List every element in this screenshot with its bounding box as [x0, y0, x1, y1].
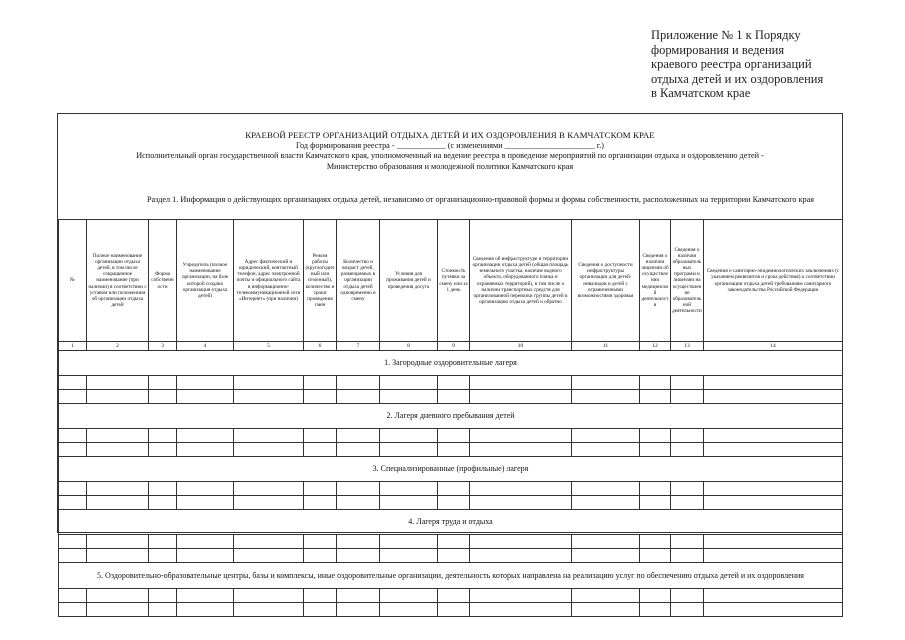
- table-cell[interactable]: [177, 589, 234, 603]
- table-cell[interactable]: [470, 443, 572, 457]
- table-cell[interactable]: [177, 429, 234, 443]
- table-cell[interactable]: [234, 390, 304, 404]
- table-cell[interactable]: [438, 390, 470, 404]
- column-number: 7: [337, 342, 380, 351]
- table-cell[interactable]: [572, 390, 640, 404]
- table-cell[interactable]: [671, 549, 704, 563]
- table-cell[interactable]: [380, 376, 438, 390]
- table-cell[interactable]: [234, 496, 304, 510]
- table-cell[interactable]: [438, 429, 470, 443]
- table-cell[interactable]: [438, 376, 470, 390]
- registry-table: [58, 219, 843, 617]
- table-cell[interactable]: [640, 443, 671, 457]
- table-cell[interactable]: [177, 535, 234, 549]
- table-cell[interactable]: [149, 549, 177, 563]
- table-row: [59, 429, 843, 443]
- table-cell[interactable]: [234, 535, 304, 549]
- table-cell[interactable]: [59, 482, 87, 496]
- authority-line: Исполнительный орган государственной власти Камчатского края, уполномоченный на ведение реестра в проведение мероприятий по организации отдыха и оздоровлению детей -: [136, 151, 764, 160]
- table-cell[interactable]: [304, 535, 337, 549]
- column-header: Сведения об инфраструктуре и территории организации отдыха детей (общая площадь земельного участка, наличие водного объекта, оборудованного пляжа и охраняемых территорий), в том числе о наличии транспортных средств для организованной перевозки группы детей в организацию отдыха детей и обратно: [470, 220, 572, 342]
- table-cell[interactable]: [380, 549, 438, 563]
- table-cell[interactable]: [304, 390, 337, 404]
- table-cell[interactable]: [177, 603, 234, 617]
- table-cell[interactable]: [149, 482, 177, 496]
- table-cell[interactable]: [337, 443, 380, 457]
- category-row: [59, 563, 843, 589]
- table-cell[interactable]: [87, 496, 149, 510]
- table-cell[interactable]: [380, 496, 438, 510]
- table-cell[interactable]: [438, 549, 470, 563]
- column-header: №: [59, 220, 87, 342]
- appendix-line: краевого реестра организаций: [651, 57, 812, 71]
- table-cell[interactable]: [470, 482, 572, 496]
- table-cell[interactable]: [87, 443, 149, 457]
- column-header: Форма собственности: [149, 220, 177, 342]
- table-cell[interactable]: [671, 535, 704, 549]
- table-cell[interactable]: [337, 390, 380, 404]
- ministry-line: Министерство образования и молодежной политики Камчатского края: [326, 161, 574, 171]
- table-cell[interactable]: [640, 376, 671, 390]
- table-cell[interactable]: [671, 482, 704, 496]
- appendix-line: Приложение № 1 к Порядку: [651, 28, 801, 42]
- table-cell[interactable]: [337, 482, 380, 496]
- table-cell[interactable]: [87, 589, 149, 603]
- table-cell[interactable]: [149, 535, 177, 549]
- column-number: 9: [438, 342, 470, 351]
- category-title: 5. Оздоровительно-образовательные центры, базы и комплексы, иные оздоровительные организации, деятельность которых направлена на реализацию услуг по обеспечению отдыха детей и их оздоровления: [59, 563, 843, 589]
- column-header: Полное наименование организации отдыха детей, в том числе сокращенное наименование (при наличии) в соответствии с уставом или положением об организации отдыха детей: [87, 220, 149, 342]
- column-number: 1: [59, 342, 87, 351]
- table-cell[interactable]: [640, 535, 671, 549]
- table-cell[interactable]: [671, 496, 704, 510]
- table-cell[interactable]: [704, 603, 843, 617]
- table-cell[interactable]: [470, 429, 572, 443]
- table-cell[interactable]: [380, 390, 438, 404]
- table-cell[interactable]: [337, 429, 380, 443]
- table-cell[interactable]: [149, 603, 177, 617]
- table-cell[interactable]: [177, 549, 234, 563]
- column-header: Режим работы (круглогодичный или сезонный), количество и сроки проведения смен: [304, 220, 337, 342]
- table-cell[interactable]: [572, 589, 640, 603]
- column-header-row: [59, 220, 843, 342]
- column-number: 10: [470, 342, 572, 351]
- table-cell[interactable]: [704, 429, 843, 443]
- table-cell[interactable]: [59, 535, 87, 549]
- table-cell[interactable]: [380, 535, 438, 549]
- column-number: 8: [380, 342, 438, 351]
- table-cell[interactable]: [470, 376, 572, 390]
- table-cell[interactable]: [59, 589, 87, 603]
- column-header: Учредитель (полное наименование организации, на базе которой создана организация отдыха детей): [177, 220, 234, 342]
- registry-frame: [57, 113, 843, 580]
- table-cell[interactable]: [640, 482, 671, 496]
- table-cell[interactable]: [337, 535, 380, 549]
- table-cell[interactable]: [470, 535, 572, 549]
- table-cell[interactable]: [671, 429, 704, 443]
- column-header: Условия для проживания детей и проведения досуга: [380, 220, 438, 342]
- table-cell[interactable]: [640, 390, 671, 404]
- table-row: [59, 482, 843, 496]
- table-cell[interactable]: [87, 603, 149, 617]
- table-cell[interactable]: [380, 429, 438, 443]
- table-cell[interactable]: [572, 376, 640, 390]
- table-cell[interactable]: [304, 443, 337, 457]
- table-cell[interactable]: [304, 496, 337, 510]
- column-header: Сведения о наличии образовательных программ и лицензии на осуществление образовательной деятельности: [671, 220, 704, 342]
- table-cell[interactable]: [470, 390, 572, 404]
- table-cell[interactable]: [640, 589, 671, 603]
- table-cell[interactable]: [149, 390, 177, 404]
- column-number: 6: [304, 342, 337, 351]
- table-cell[interactable]: [572, 443, 640, 457]
- table-cell[interactable]: [572, 496, 640, 510]
- table-row: [59, 443, 843, 457]
- category-title: 1. Загородные оздоровительные лагеря: [59, 351, 843, 376]
- table-cell[interactable]: [380, 482, 438, 496]
- table-cell[interactable]: [149, 443, 177, 457]
- table-cell[interactable]: [87, 390, 149, 404]
- column-header: Сведения о наличии лицензии об осуществлении медицинской деятельности: [640, 220, 671, 342]
- table-cell[interactable]: [470, 496, 572, 510]
- table-cell[interactable]: [59, 429, 87, 443]
- table-cell[interactable]: [470, 603, 572, 617]
- table-cell[interactable]: [59, 390, 87, 404]
- table-cell[interactable]: [640, 496, 671, 510]
- table-row: [59, 496, 843, 510]
- table-cell[interactable]: [704, 589, 843, 603]
- table-cell[interactable]: [59, 549, 87, 563]
- table-cell[interactable]: [572, 535, 640, 549]
- table-cell[interactable]: [59, 496, 87, 510]
- table-cell[interactable]: [234, 589, 304, 603]
- column-number-row: [59, 342, 843, 351]
- table-cell[interactable]: [704, 482, 843, 496]
- table-cell[interactable]: [234, 429, 304, 443]
- table-cell[interactable]: [304, 482, 337, 496]
- registry-header: [58, 130, 842, 172]
- table-cell[interactable]: [671, 390, 704, 404]
- table-cell[interactable]: [177, 496, 234, 510]
- table-cell[interactable]: [87, 482, 149, 496]
- table-cell[interactable]: [671, 443, 704, 457]
- table-cell[interactable]: [337, 549, 380, 563]
- table-cell[interactable]: [704, 496, 843, 510]
- table-cell[interactable]: [87, 429, 149, 443]
- table-cell[interactable]: [234, 603, 304, 617]
- appendix-line: формирования и ведения: [651, 42, 785, 57]
- category-title: 3. Специализированные (профильные) лагеря: [59, 457, 843, 482]
- table-cell[interactable]: [149, 496, 177, 510]
- section-1-heading: Раздел 1. Информация о действующих организациях отдыха детей, независимо от организационно-правовой формы и формы собственности, расположенных на территории Камчатского края: [146, 195, 815, 204]
- table-cell[interactable]: [671, 603, 704, 617]
- table-cell[interactable]: [59, 443, 87, 457]
- table-row: [59, 549, 843, 563]
- table-cell[interactable]: [304, 429, 337, 443]
- table-cell[interactable]: [149, 589, 177, 603]
- appendix-note: [651, 28, 891, 101]
- table-row: [59, 376, 843, 390]
- table-cell[interactable]: [337, 603, 380, 617]
- table-cell[interactable]: [304, 589, 337, 603]
- column-number: 2: [87, 342, 149, 351]
- column-number: 11: [572, 342, 640, 351]
- table-cell[interactable]: [438, 589, 470, 603]
- appendix-line: в Камчатском крае: [651, 86, 751, 100]
- table-cell[interactable]: [438, 535, 470, 549]
- table-cell[interactable]: [304, 549, 337, 563]
- table-cell[interactable]: [87, 535, 149, 549]
- registry-title: КРАЕВОЙ РЕЕСТР ОРГАНИЗАЦИЙ ОТДЫХА ДЕТЕЙ И ИХ ОЗДОРОВЛЕНИЯ В КАМЧАТСКОМ КРАЕ: [245, 130, 655, 140]
- column-number: 3: [149, 342, 177, 351]
- table-cell[interactable]: [234, 376, 304, 390]
- table-cell[interactable]: [380, 603, 438, 617]
- table-cell[interactable]: [337, 589, 380, 603]
- table-cell[interactable]: [704, 376, 843, 390]
- table-cell[interactable]: [704, 535, 843, 549]
- table-cell[interactable]: [234, 549, 304, 563]
- table-row: [59, 535, 843, 549]
- table-cell[interactable]: [640, 603, 671, 617]
- table-row: [59, 589, 843, 603]
- year-line: Год формирования реестра - ____________ (с изменениями ______________________ г.): [296, 140, 604, 150]
- table-row: [59, 390, 843, 404]
- column-header: Адрес фактический и юридический, контактный телефон, адрес электронной почты и официального сайта в информационно-телекоммуникационной сети «Интернет» (при наличии): [234, 220, 304, 342]
- category-row: [59, 457, 843, 482]
- table-cell[interactable]: [572, 549, 640, 563]
- table-cell[interactable]: [572, 482, 640, 496]
- category-row: [59, 404, 843, 429]
- column-number: 13: [671, 342, 704, 351]
- table-cell[interactable]: [177, 482, 234, 496]
- category-row: [59, 351, 843, 376]
- table-cell[interactable]: [304, 603, 337, 617]
- table-cell[interactable]: [149, 376, 177, 390]
- table-cell[interactable]: [59, 603, 87, 617]
- table-cell[interactable]: [177, 390, 234, 404]
- table-cell[interactable]: [337, 496, 380, 510]
- column-number: 12: [640, 342, 671, 351]
- table-cell[interactable]: [671, 376, 704, 390]
- table-cell[interactable]: [438, 603, 470, 617]
- table-cell[interactable]: [640, 549, 671, 563]
- table-cell[interactable]: [177, 443, 234, 457]
- column-header: Стоимость путевки за смену или за 1 день: [438, 220, 470, 342]
- table-cell[interactable]: [640, 429, 671, 443]
- table-cell[interactable]: [234, 443, 304, 457]
- column-number: 4: [177, 342, 234, 351]
- column-header: Сведения о доступности инфраструктуры организации для детей-инвалидов и детей с ограниченными возможностями здоровья: [572, 220, 640, 342]
- table-cell[interactable]: [177, 376, 234, 390]
- table-cell[interactable]: [704, 443, 843, 457]
- table-cell[interactable]: [438, 496, 470, 510]
- appendix-line: отдыха детей и их оздоровления: [651, 71, 824, 86]
- table-cell[interactable]: [380, 443, 438, 457]
- table-cell[interactable]: [438, 443, 470, 457]
- table-cell[interactable]: [470, 549, 572, 563]
- table-cell[interactable]: [470, 589, 572, 603]
- table-cell[interactable]: [704, 549, 843, 563]
- category-row: [59, 510, 843, 535]
- table-row: [59, 603, 843, 617]
- table-cell[interactable]: [337, 376, 380, 390]
- category-title: 4. Лагеря труда и отдыха: [59, 510, 843, 535]
- table-cell[interactable]: [704, 390, 843, 404]
- table-cell[interactable]: [304, 376, 337, 390]
- category-title: 2. Лагеря дневного пребывания детей: [59, 404, 843, 429]
- table-cell[interactable]: [87, 549, 149, 563]
- table-cell[interactable]: [438, 482, 470, 496]
- table-cell[interactable]: [59, 376, 87, 390]
- column-header: Количество и возраст детей, размещаемых в организации отдыха детей одновременно в смену: [337, 220, 380, 342]
- table-cell[interactable]: [572, 429, 640, 443]
- table-cell[interactable]: [87, 376, 149, 390]
- column-number: 5: [234, 342, 304, 351]
- table-cell[interactable]: [380, 589, 438, 603]
- column-header: Сведения о санитарно-эпидемиологических заключениях (с указанием реквизитов и срока действия) о соответствии организации отдыха детей требованиям санитарного законодательства Российской Федерации: [704, 220, 843, 342]
- table-cell[interactable]: [149, 429, 177, 443]
- table-cell[interactable]: [671, 589, 704, 603]
- table-cell[interactable]: [572, 603, 640, 617]
- column-number: 14: [704, 342, 843, 351]
- table-cell[interactable]: [234, 482, 304, 496]
